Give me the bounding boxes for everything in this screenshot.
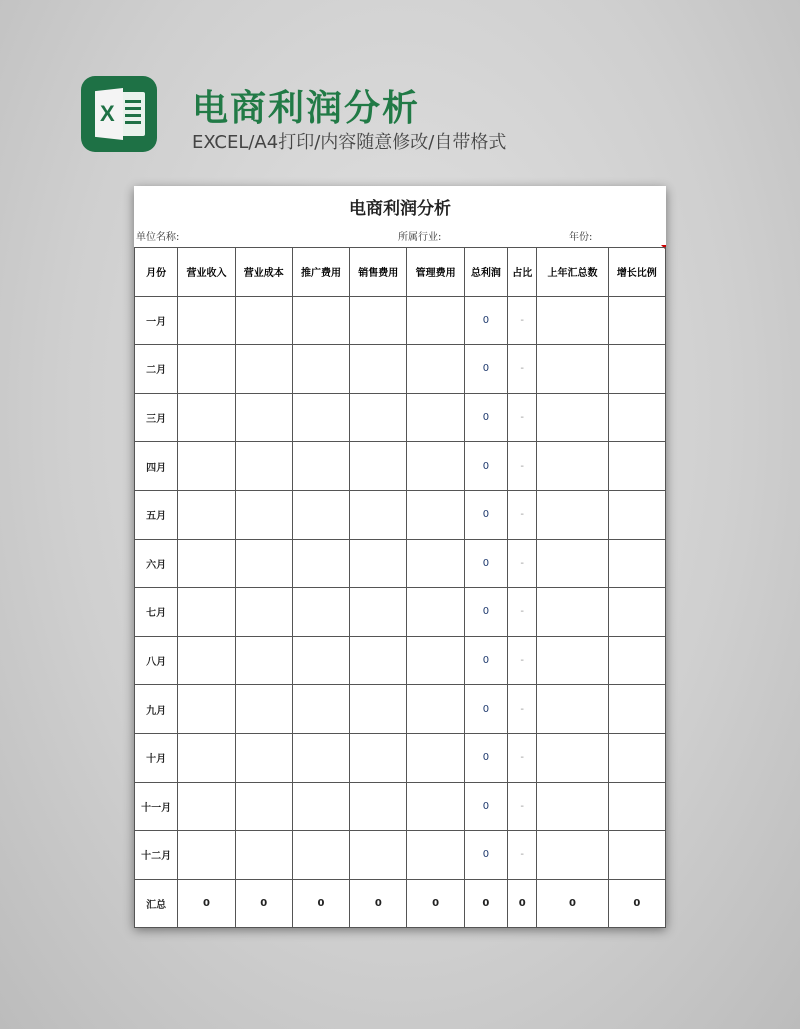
column-header: 上年汇总数 xyxy=(537,248,608,297)
column-header: 管理费用 xyxy=(407,248,464,297)
table-cell[interactable]: 汇总 xyxy=(135,879,178,928)
table-cell[interactable] xyxy=(537,831,608,880)
table-cell[interactable]: - xyxy=(508,733,537,782)
table-cell[interactable] xyxy=(292,539,349,588)
table-cell[interactable] xyxy=(537,733,608,782)
table-cell[interactable]: - xyxy=(508,588,537,637)
table-cell[interactable] xyxy=(537,296,608,345)
unit-label: 单位名称: xyxy=(136,232,180,243)
table-cell[interactable]: 十二月 xyxy=(135,831,178,880)
table-cell[interactable] xyxy=(235,588,292,637)
table-cell[interactable] xyxy=(292,345,349,394)
table-cell[interactable] xyxy=(292,782,349,831)
table-cell[interactable] xyxy=(350,636,407,685)
table-cell[interactable] xyxy=(178,733,235,782)
page-title: 电商利润分析 xyxy=(192,88,421,129)
table-cell[interactable] xyxy=(608,685,665,734)
table-cell[interactable]: - xyxy=(508,393,537,442)
table-cell[interactable] xyxy=(350,733,407,782)
table-cell[interactable] xyxy=(608,345,665,394)
table-cell[interactable] xyxy=(178,442,235,491)
table-cell[interactable] xyxy=(537,490,608,539)
table-cell[interactable] xyxy=(407,442,464,491)
table-cell[interactable] xyxy=(608,831,665,880)
table-cell[interactable] xyxy=(608,782,665,831)
table-cell[interactable]: 0 xyxy=(464,636,507,685)
table-cell[interactable] xyxy=(350,588,407,637)
table-cell[interactable] xyxy=(537,345,608,394)
table-cell[interactable] xyxy=(537,539,608,588)
table-cell[interactable] xyxy=(292,296,349,345)
table-cell[interactable]: - xyxy=(508,636,537,685)
table-cell[interactable]: 0 xyxy=(464,539,507,588)
table-cell[interactable] xyxy=(407,685,464,734)
table-cell[interactable] xyxy=(178,393,235,442)
sheet-title: 电商利润分析 xyxy=(349,199,451,219)
table-cell[interactable]: 四月 xyxy=(135,442,178,491)
table-cell[interactable] xyxy=(178,588,235,637)
column-header: 增长比例 xyxy=(608,248,665,297)
table-cell[interactable] xyxy=(350,539,407,588)
column-header: 占比 xyxy=(508,248,537,297)
table-cell[interactable] xyxy=(292,588,349,637)
table-cell[interactable] xyxy=(292,636,349,685)
table-cell[interactable] xyxy=(178,490,235,539)
table-cell[interactable]: 0 xyxy=(350,879,407,928)
table-row xyxy=(135,490,666,539)
table-cell[interactable]: - xyxy=(508,490,537,539)
table-cell[interactable] xyxy=(350,490,407,539)
table-cell[interactable] xyxy=(292,831,349,880)
table-cell[interactable]: 八月 xyxy=(135,636,178,685)
table-cell[interactable] xyxy=(407,539,464,588)
column-header: 营业成本 xyxy=(235,248,292,297)
table-cell[interactable] xyxy=(178,345,235,394)
table-cell[interactable] xyxy=(292,393,349,442)
table-cell[interactable]: 0 xyxy=(464,588,507,637)
column-header: 月份 xyxy=(135,248,178,297)
table-row xyxy=(135,685,666,734)
table-cell[interactable]: 十一月 xyxy=(135,782,178,831)
table-cell[interactable]: - xyxy=(508,442,537,491)
table-cell[interactable] xyxy=(292,685,349,734)
table-cell[interactable] xyxy=(235,636,292,685)
table-cell[interactable] xyxy=(407,393,464,442)
table-cell[interactable] xyxy=(350,685,407,734)
table-cell[interactable]: - xyxy=(508,685,537,734)
table-cell[interactable]: 0 xyxy=(235,879,292,928)
table-cell[interactable] xyxy=(235,393,292,442)
table-cell[interactable]: 三月 xyxy=(135,393,178,442)
table-row xyxy=(135,733,666,782)
table-cell[interactable] xyxy=(608,393,665,442)
table-cell[interactable] xyxy=(537,393,608,442)
table-cell[interactable] xyxy=(350,393,407,442)
table-cell[interactable] xyxy=(292,733,349,782)
excel-logo-icon: X xyxy=(81,76,157,152)
table-cell[interactable] xyxy=(235,733,292,782)
table-cell[interactable] xyxy=(537,685,608,734)
table-cell[interactable]: 0 xyxy=(464,442,507,491)
table-cell[interactable] xyxy=(407,782,464,831)
table-cell[interactable] xyxy=(537,588,608,637)
table-cell[interactable]: 一月 xyxy=(135,296,178,345)
table-cell[interactable]: 0 xyxy=(537,879,608,928)
table-row xyxy=(135,782,666,831)
table-cell[interactable] xyxy=(178,831,235,880)
table-cell[interactable] xyxy=(407,296,464,345)
table-cell[interactable] xyxy=(178,782,235,831)
table-cell[interactable] xyxy=(235,490,292,539)
page-subtitle: EXCEL/A4打印/内容随意修改/自带格式 xyxy=(192,132,507,153)
table-cell[interactable] xyxy=(350,345,407,394)
table-cell[interactable] xyxy=(235,782,292,831)
table-cell[interactable] xyxy=(608,296,665,345)
table-cell[interactable]: 0 xyxy=(464,831,507,880)
table-row xyxy=(135,296,666,345)
table-row xyxy=(135,636,666,685)
table-cell[interactable]: 0 xyxy=(407,879,464,928)
table-cell[interactable] xyxy=(178,636,235,685)
table-cell[interactable]: - xyxy=(508,296,537,345)
table-cell[interactable] xyxy=(235,831,292,880)
table-cell[interactable] xyxy=(235,685,292,734)
table-cell[interactable]: 0 xyxy=(464,733,507,782)
table-cell[interactable] xyxy=(407,490,464,539)
table-cell[interactable]: 0 xyxy=(464,490,507,539)
table-cell[interactable]: - xyxy=(508,539,537,588)
table-cell[interactable] xyxy=(292,442,349,491)
table-cell[interactable]: 0 xyxy=(464,879,507,928)
table-cell[interactable]: 0 xyxy=(292,879,349,928)
table-cell[interactable] xyxy=(407,636,464,685)
table-cell[interactable] xyxy=(608,588,665,637)
table-row xyxy=(135,831,666,880)
table-cell[interactable] xyxy=(608,490,665,539)
table-cell[interactable]: 七月 xyxy=(135,588,178,637)
table-cell[interactable] xyxy=(235,539,292,588)
column-header: 总利润 xyxy=(464,248,507,297)
column-header: 营业收入 xyxy=(178,248,235,297)
table-cell[interactable] xyxy=(407,831,464,880)
table-cell[interactable] xyxy=(292,490,349,539)
table-cell[interactable]: - xyxy=(508,831,537,880)
column-header: 推广费用 xyxy=(292,248,349,297)
table-cell[interactable] xyxy=(350,782,407,831)
table-cell[interactable]: 0 xyxy=(464,393,507,442)
table-row xyxy=(135,393,666,442)
total-row xyxy=(135,879,666,928)
table-cell[interactable] xyxy=(178,685,235,734)
table-cell[interactable]: - xyxy=(508,345,537,394)
profit-table xyxy=(134,247,666,928)
table-cell[interactable]: 0 xyxy=(608,879,665,928)
table-cell[interactable] xyxy=(178,539,235,588)
table-cell[interactable]: 十月 xyxy=(135,733,178,782)
table-cell[interactable]: 九月 xyxy=(135,685,178,734)
table-cell[interactable] xyxy=(608,442,665,491)
table-row xyxy=(135,345,666,394)
table-row xyxy=(135,442,666,491)
table-row xyxy=(135,588,666,637)
table-cell[interactable] xyxy=(235,296,292,345)
table-cell[interactable] xyxy=(350,442,407,491)
spreadsheet-preview xyxy=(134,186,666,927)
table-cell[interactable]: 0 xyxy=(508,879,537,928)
table-cell[interactable] xyxy=(608,733,665,782)
table-cell[interactable] xyxy=(608,539,665,588)
table-cell[interactable]: 0 xyxy=(464,782,507,831)
table-cell[interactable] xyxy=(235,442,292,491)
table-cell[interactable] xyxy=(235,345,292,394)
table-cell[interactable]: 五月 xyxy=(135,490,178,539)
table-cell[interactable]: 二月 xyxy=(135,345,178,394)
table-cell[interactable]: 0 xyxy=(464,345,507,394)
table-cell[interactable] xyxy=(178,296,235,345)
table-cell[interactable] xyxy=(407,588,464,637)
table-cell[interactable] xyxy=(537,782,608,831)
table-row xyxy=(135,539,666,588)
industry-label: 所属行业: xyxy=(398,232,442,243)
column-header: 销售费用 xyxy=(350,248,407,297)
table-cell[interactable]: 0 xyxy=(178,879,235,928)
table-cell[interactable]: 0 xyxy=(464,296,507,345)
table-cell[interactable]: 0 xyxy=(464,685,507,734)
table-cell[interactable] xyxy=(608,636,665,685)
table-cell[interactable] xyxy=(407,733,464,782)
table-cell[interactable]: 六月 xyxy=(135,539,178,588)
table-cell[interactable] xyxy=(537,636,608,685)
year-label: 年份: xyxy=(569,232,593,243)
table-cell[interactable] xyxy=(350,296,407,345)
table-cell[interactable] xyxy=(350,831,407,880)
table-cell[interactable] xyxy=(407,345,464,394)
table-cell[interactable]: - xyxy=(508,782,537,831)
table-cell[interactable] xyxy=(537,442,608,491)
